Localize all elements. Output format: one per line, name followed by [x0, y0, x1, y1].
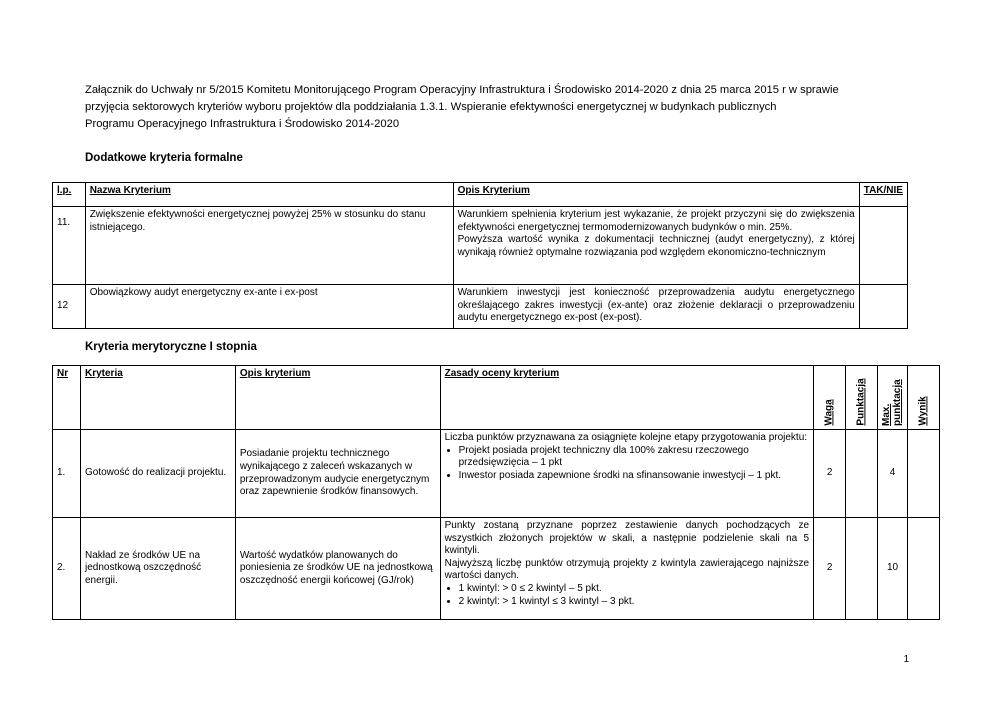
table-row — [53, 207, 908, 285]
col-header-lp: l.p. — [53, 183, 86, 207]
row-nr: 2. — [53, 518, 81, 620]
list-item: • Inwestor posiada zapewnione środki na sfinansowanie inwestycji – 1 pkt. — [459, 470, 810, 483]
col-header-opis: Opis kryterium — [235, 366, 440, 430]
row-max: 10 — [878, 518, 908, 620]
row-answer — [859, 285, 907, 329]
list-item: • 1 kwintyl: > 0 ≤ 2 kwintyl – 5 pkt. — [459, 583, 810, 596]
col-header-wynik: Wynik — [908, 366, 940, 430]
table-header-row — [53, 366, 940, 430]
row-wynik — [908, 430, 940, 518]
col-header-nr: Nr — [53, 366, 81, 430]
row-waga: 2 — [814, 430, 846, 518]
header-line-1: Załącznik do Uchwały nr 5/2015 Komitetu Monitorującego Program Operacyjny Infrastruktura i Środowisko 2014-2020 z dnia 25 marca 2015 r w sprawie — [85, 84, 839, 96]
row-desc: Warunkiem spełnienia kryterium jest wykazanie, że projekt przyczyni się do zwiększenia efektywności energetycznej termomodernizowanych budynków o min. 25%. Powyższa wartość wynika z dokumentacji technicznej (audyt energetyczny), z której wynikają również optymalne rozwiązania pod względem ekonomiczno-technicznym — [453, 207, 859, 285]
col-header-tak-nie: TAK/NIE — [859, 183, 907, 207]
table-header-row — [53, 183, 908, 207]
row-answer — [859, 207, 907, 285]
row-waga: 2 — [814, 518, 846, 620]
row-punktacja — [846, 518, 878, 620]
merit-criteria-table — [52, 365, 940, 620]
table-row — [53, 285, 908, 329]
header-line-2: przyjęcia sektorowych kryteriów wyboru projektów dla poddziałania 1.3.1. Wspieranie efektywności energetycznej w budynkach publicznych — [85, 101, 777, 113]
section-title-formal: Dodatkowe kryteria formalne — [85, 152, 243, 164]
col-header-name: Nazwa Kryterium — [85, 183, 453, 207]
row-opis: Posiadanie projektu technicznego wynikającego z zaleceń wskazanych w przeprowadzonym audycie energetycznym oraz zapewnienie środków finansowych. — [235, 430, 440, 518]
col-header-zasady: Zasady oceny kryterium — [440, 366, 814, 430]
col-header-max: Max. punktacja — [878, 366, 908, 430]
row-kryteria: Nakład ze środków UE na jednostkową oszczędność energii. — [80, 518, 235, 620]
row-max: 4 — [878, 430, 908, 518]
row-zasady: Punkty zostaną przyznane poprzez zestawienie danych pochodzących ze wszystkich złożonych projektów w skali, a następnie podzielenie skali na 5 kwintyli. Najwyższą liczbę punktów otrzymują projekty z kwintyla zawierającego najniższe wartości danych. • 1 kwintyl: > 0 ≤ 2 kwintyl – 5 pkt. • 2 kwintyl: > 1 kwintyl ≤ 3 kwintyl – 3 pkt. — [440, 518, 814, 620]
col-header-desc: Opis Kryterium — [453, 183, 859, 207]
row-lp: 12 — [53, 285, 86, 329]
row-lp: 11. — [53, 207, 86, 285]
document-header — [85, 82, 905, 133]
row-kryteria: Gotowość do realizacji projektu. — [80, 430, 235, 518]
list-item: • 2 kwintyl: > 1 kwintyl ≤ 3 kwintyl – 3 pkt. — [459, 596, 810, 609]
col-header-waga: Waga — [814, 366, 846, 430]
row-name: Zwiększenie efektywności energetycznej powyżej 25% w stosunku do stanu istniejącego. — [85, 207, 453, 285]
formal-criteria-table — [52, 182, 908, 329]
col-header-kryteria: Kryteria — [80, 366, 235, 430]
table-row — [53, 518, 940, 620]
section-title-merit: Kryteria merytoryczne I stopnia — [85, 341, 257, 353]
row-opis: Wartość wydatków planowanych do poniesienia ze środków UE na jednostkową oszczędność energii końcowej (GJ/rok) — [235, 518, 440, 620]
row-zasady: Liczba punktów przyznawana za osiągnięte kolejne etapy przygotowania projektu: • Projekt posiada projekt techniczny dla 100% zakresu rzeczowego przedsięwzięcia – 1 pkt • Inwestor posiada zapewnione środki na sfinansowanie inwestycji – 1 pkt. — [440, 430, 814, 518]
header-line-3: Programu Operacyjnego Infrastruktura i Środowisko 2014-2020 — [85, 118, 400, 130]
table-row — [53, 430, 940, 518]
col-header-punktacja: Punktacja — [846, 366, 878, 430]
row-desc: Warunkiem inwestycji jest konieczność przeprowadzenia audytu energetycznego określającego zakres inwestycji (ex-ante) oraz złożenie deklaracji o przeprowadzeniu audytu energetycznego ex-post (ex-post). — [453, 285, 859, 329]
page-number: 1 — [903, 654, 909, 665]
row-nr: 1. — [53, 430, 81, 518]
row-punktacja — [846, 430, 878, 518]
list-item: • Projekt posiada projekt techniczny dla 100% zakresu rzeczowego przedsięwzięcia – 1 pkt — [459, 445, 810, 470]
row-name: Obowiązkowy audyt energetyczny ex-ante i ex-post — [85, 285, 453, 329]
row-wynik — [908, 518, 940, 620]
